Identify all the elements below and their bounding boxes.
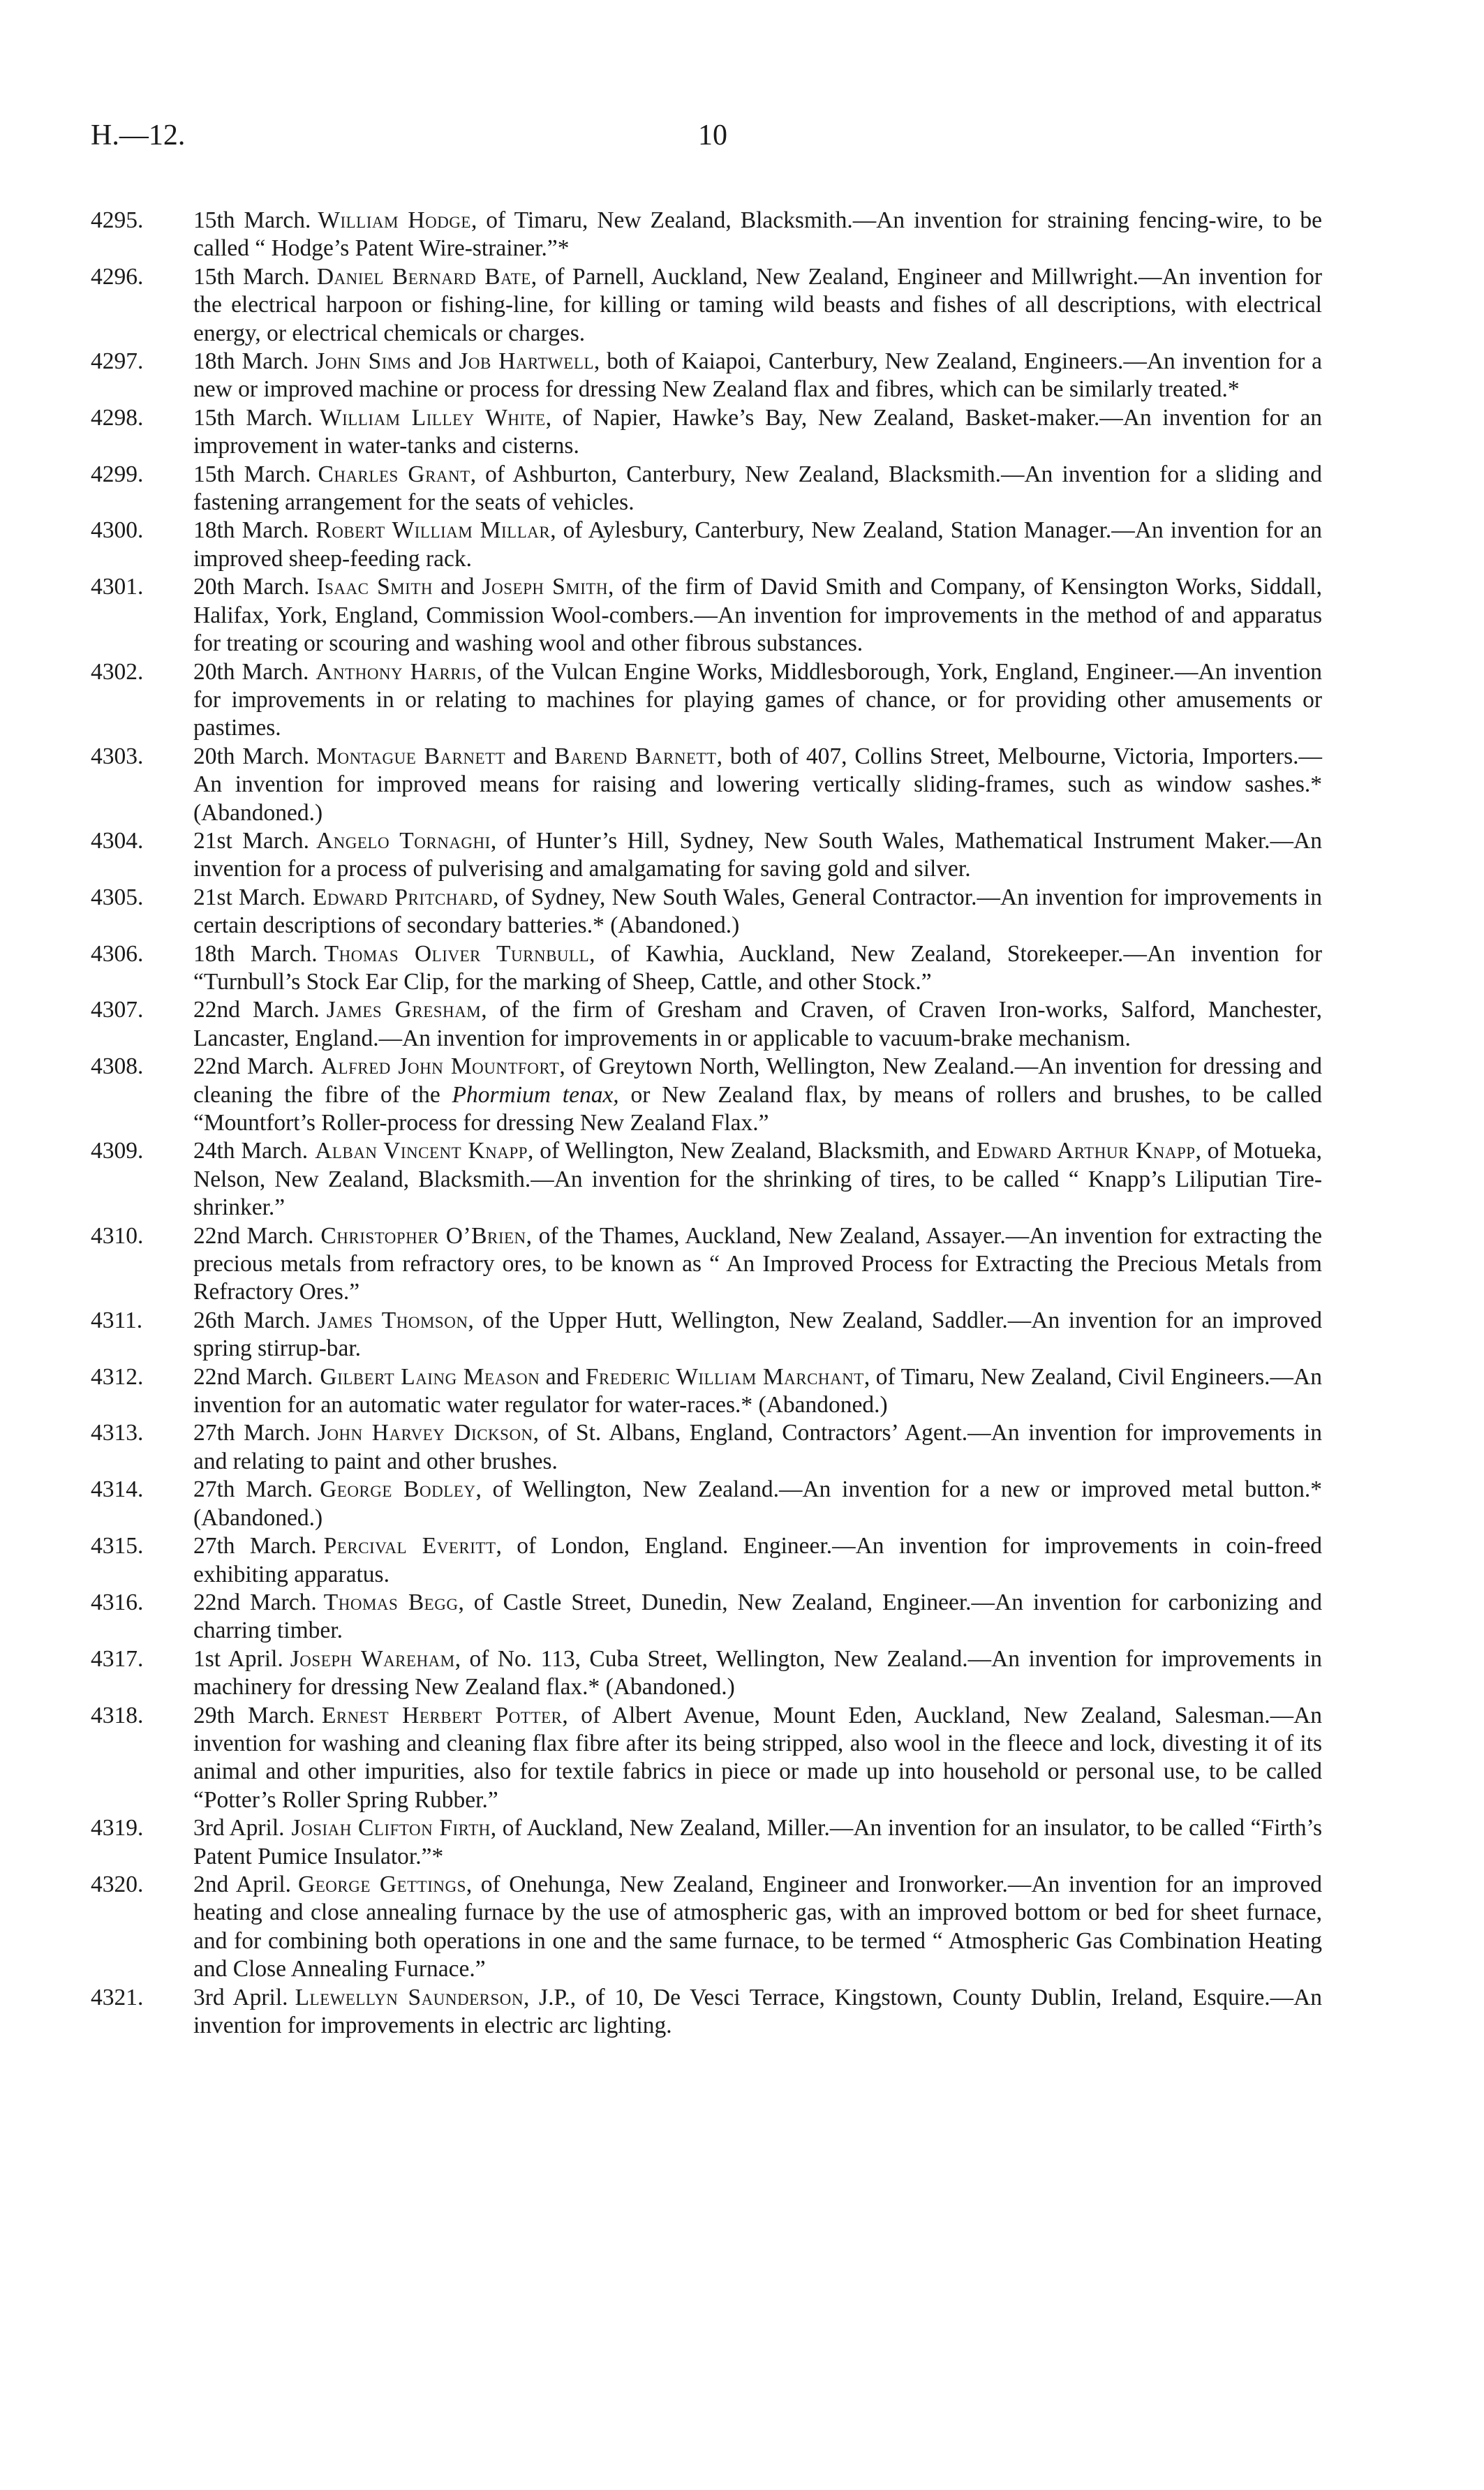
entry-text: , of Hunter’s Hill, Sydney, New South Wales, Mathematical Instrument Maker.—An invention for a process of pulverising and amalgamating for saving gold and silver. (193, 827, 1322, 882)
entry-number: 4321. (91, 1984, 144, 2010)
entry-date: 2nd April. (193, 1871, 292, 1897)
patent-entry (91, 996, 1322, 1053)
patent-entry (91, 743, 1322, 827)
applicant-name: Edward Pritchard (312, 884, 494, 910)
entry-text: , of Sydney, New South Wales, General Contractor.—An invention for improvements in certain descriptions of secondary batteries.* (Abandoned.) (193, 884, 1322, 939)
entry-date: 18th March. (193, 517, 309, 544)
page-number: 10 (698, 119, 727, 151)
entry-date: 20th March. (193, 574, 310, 600)
entry-number: 4312. (91, 1363, 144, 1390)
entry-number: 4316. (91, 1589, 144, 1615)
patent-entry (91, 1476, 1322, 1532)
patent-entry-list (91, 207, 1322, 2040)
entry-number: 4315. (91, 1533, 144, 1559)
applicant-name: George Gettings (298, 1871, 466, 1897)
entry-date: 20th March. (193, 658, 309, 685)
applicant-name: James Thomson (317, 1307, 468, 1333)
entry-number: 4302. (91, 658, 144, 685)
applicant-name: Thomas Begg (323, 1589, 459, 1615)
entry-date: 29th March. (193, 1702, 315, 1728)
entry-date: 22nd March. (193, 1053, 314, 1080)
entry-number: 4308. (91, 1053, 144, 1080)
entry-date: 15th March. (193, 404, 313, 431)
entry-number: 4301. (91, 574, 144, 600)
entry-number: 4313. (91, 1420, 144, 1446)
entry-number: 4318. (91, 1702, 144, 1728)
entry-number: 4299. (91, 461, 144, 487)
patent-entry (91, 348, 1322, 404)
patent-entry (91, 1645, 1322, 1702)
entry-text: , of Kawhia, Auckland, New Zealand, Storekeeper.—An invention for “Turnbull’s Stock Ear Clip, for the marking of Sheep, Cattle, and other Stock.” (193, 940, 1323, 995)
entry-text: , of London, England. Engineer.—An invention for improvements in coin-freed exhibiting apparatus. (193, 1533, 1322, 1587)
applicant-name: Charles Grant (318, 461, 470, 487)
applicant-name: Josiah Clifton Firth (291, 1815, 491, 1841)
patent-entry (91, 207, 1322, 263)
entry-date: 22nd March. (193, 1589, 317, 1615)
entry-text: , of Timaru, New Zealand, Civil Engineers.—An invention for an automatic water regulator for water-races.* (Abandoned.) (193, 1363, 1322, 1418)
italic-term: Phormium tenax, (452, 1081, 619, 1108)
entry-number: 4295. (91, 207, 144, 233)
patent-entry (91, 1307, 1322, 1363)
entry-number: 4309. (91, 1138, 144, 1164)
patent-entry (91, 1702, 1322, 1815)
patent-entry (91, 827, 1322, 884)
entry-date: 15th March. (193, 461, 311, 487)
entry-date: 22nd March. (193, 1363, 313, 1390)
entry-text: and (411, 348, 459, 375)
entry-date: 27th March. (193, 1533, 317, 1559)
applicant-name: Christopher O’Brien (320, 1222, 526, 1249)
entry-number: 4320. (91, 1871, 144, 1897)
entry-date: 3rd April. (193, 1815, 285, 1841)
entry-text: , of Castle Street, Dunedin, New Zealand, Engineer.—An invention for carbonizing and charring timber. (193, 1589, 1323, 1644)
entry-text: , of Wellington, New Zealand, Blacksmith, and (528, 1138, 977, 1164)
entry-number: 4311. (91, 1307, 143, 1333)
entry-number: 4300. (91, 517, 144, 544)
applicant-name: John Harvey Dickson (317, 1420, 533, 1446)
entry-text: and (540, 1363, 586, 1390)
patent-entry (91, 1053, 1322, 1137)
applicant-name: Barend Barnett (554, 743, 717, 769)
entry-text: , of the Vulcan Engine Works, Middlesborough, York, England, Engineer.—An invention for improvements in or relating to machines for playing games of chance, or for providing other amusements or pastimes. (193, 658, 1322, 741)
entry-date: 22nd March. (193, 997, 320, 1023)
applicant-name: Thomas Oliver Turnbull (324, 940, 590, 967)
patent-entry (91, 1419, 1322, 1476)
entry-date: 20th March. (193, 743, 310, 769)
applicant-name: Alban Vincent Knapp (315, 1138, 528, 1164)
applicant-name: William Hodge (318, 207, 471, 233)
patent-entry (91, 1137, 1322, 1222)
applicant-name: Isaac Smith (316, 574, 433, 600)
entry-date: 27th March. (193, 1476, 313, 1503)
entry-date: 21st March. (193, 884, 306, 910)
applicant-name: Ernest Herbert Potter (321, 1702, 563, 1728)
patent-entry (91, 263, 1322, 348)
entry-date: 22nd March. (193, 1222, 314, 1249)
entry-date: 15th March. (193, 207, 311, 233)
entry-text: , of the firm of David Smith and Company, of Kensington Works, Siddall, Halifax, York, England, Commission Wool-combers.—An invention for improvements in the method of and apparatus for treating or scouring and washing wool and other fibrous substances. (193, 574, 1322, 657)
patent-entry (91, 1532, 1322, 1589)
applicant-name: Montague Barnett (316, 743, 506, 769)
applicant-name: Edward Arthur Knapp (976, 1138, 1196, 1164)
page-header (91, 119, 1322, 186)
applicant-name: James Gresham (326, 997, 482, 1023)
entry-text: , of Parnell, Auckland, New Zealand, Engineer and Millwright.—An invention for the electrical harpoon or fishing-line, for killing or taming wild beasts and fishes of all descriptions, with electrical energy, or electrical chemicals or charges. (193, 263, 1322, 346)
entry-date: 24th March. (193, 1138, 309, 1164)
entry-text: , both of Kaiapoi, Canterbury, New Zealand, Engineers.—An invention for a new or improved machine or process for dressing New Zealand flax and fibres, which can be similarly treated.* (193, 348, 1323, 403)
entry-text: , of St. Albans, England, Contractors’ Agent.—An invention for improvements in and relating to paint and other brushes. (193, 1420, 1322, 1474)
patent-entry (91, 461, 1322, 517)
entry-number: 4298. (91, 404, 144, 431)
entry-number: 4310. (91, 1222, 144, 1249)
applicant-name: Joseph Smith (482, 574, 609, 600)
patent-entry (91, 1814, 1322, 1871)
applicant-name: Daniel Bernard Bate (316, 263, 531, 290)
entry-number: 4305. (91, 884, 144, 910)
applicant-name: Anthony Harris (316, 658, 477, 685)
entry-date: 1st April. (193, 1645, 283, 1672)
entry-number: 4304. (91, 827, 144, 854)
patent-entry (91, 940, 1322, 997)
patent-entry (91, 404, 1322, 461)
entry-text: , of Auckland, New Zealand, Miller.—An invention for an insulator, to be called “Firth’s Patent Pumice Insulator.”* (193, 1815, 1322, 1869)
entry-date: 26th March. (193, 1307, 311, 1333)
entry-text: , of Albert Avenue, Mount Eden, Auckland, New Zealand, Salesman.—An invention for washing and cleaning flax fibre after its being stripped, also wool in the fleece and lock, divesting it of its animal and other impurities, also for textile fabrics in piece or made up into household or personal use, to be called “Potter’s Roller Spring Rubber.” (193, 1702, 1323, 1813)
entry-text: , of Timaru, New Zealand, Blacksmith.—An invention for straining fencing-wire, to be called “ Hodge’s Patent Wire-strainer.”* (193, 207, 1322, 262)
entry-text: , of the Thames, Auckland, New Zealand, Assayer.—An invention for extracting the precious metals from refractory ores, to be known as “ An Improved Process for Extracting the Precious Metals from Refractory Ores.” (193, 1222, 1322, 1305)
entry-number: 4307. (91, 997, 144, 1023)
entry-text: , of Ashburton, Canterbury, New Zealand, Blacksmith.—An invention for a sliding and fastening arrangement for the seats of vehicles. (193, 461, 1323, 516)
entry-text: , of the firm of Gresham and Craven, of Craven Iron-works, Salford, Manchester, Lancaster, England.—An invention for improvements in or applicable to vacuum-brake mechanism. (193, 997, 1322, 1051)
patent-entry (91, 658, 1322, 743)
entry-text: , of Greytown North, Wellington, New Zealand.—An invention for dressing and cleaning the fibre of the (193, 1053, 1322, 1108)
patent-entry (91, 1984, 1322, 2040)
applicant-name: Job Hartwell (459, 348, 594, 375)
entry-number: 4297. (91, 348, 144, 375)
entry-date: 18th March. (193, 940, 318, 967)
patent-entry (91, 573, 1322, 658)
entry-text: , of the Upper Hutt, Wellington, New Zealand, Saddler.—An invention for an improved spring stirrup-bar. (193, 1307, 1322, 1362)
entry-text: , J.P., of 10, De Vesci Terrace, Kingstown, County Dublin, Ireland, Esquire.—An invention for improvements in electric arc lighting. (193, 1984, 1323, 2038)
patent-entry (91, 517, 1322, 573)
applicant-name: Robert William Millar (316, 517, 551, 544)
applicant-name: Gilbert Laing Meason (320, 1363, 540, 1390)
patent-entry (91, 1222, 1322, 1307)
entry-date: 21st March. (193, 827, 309, 854)
entry-number: 4296. (91, 263, 144, 290)
entry-text: , of Wellington, New Zealand.—An invention for a new or improved metal button.* (Abandoned.) (193, 1476, 1323, 1531)
entry-date: 27th March. (193, 1420, 311, 1446)
patent-entry (91, 884, 1322, 940)
entry-date: 18th March. (193, 348, 309, 375)
applicant-name: Angelo Tornaghi (316, 827, 491, 854)
patent-entry (91, 1871, 1322, 1984)
applicant-name: Percival Everitt (323, 1533, 496, 1559)
entry-number: 4314. (91, 1476, 144, 1503)
document-reference: H.—12. (91, 119, 186, 151)
patent-entry (91, 1363, 1322, 1420)
entry-number: 4303. (91, 743, 144, 769)
entry-text: , of No. 113, Cuba Street, Wellington, New Zealand.—An invention for improvements in machinery for dressing New Zealand flax.* (Abandoned.) (193, 1645, 1322, 1700)
entry-text: , of Napier, Hawke’s Bay, New Zealand, Basket-maker.—An invention for an improvement in water-tanks and cisterns. (193, 404, 1322, 459)
entry-number: 4306. (91, 940, 144, 967)
entry-number: 4317. (91, 1645, 144, 1672)
applicant-name: William Lilley White (320, 404, 546, 431)
applicant-name: George Bodley (320, 1476, 476, 1503)
entry-text: , of Aylesbury, Canterbury, New Zealand, Station Manager.—An invention for an improved sheep-feeding rack. (193, 517, 1322, 572)
entry-text: , of Onehunga, New Zealand, Engineer and Ironworker.—An invention for an improved heating and close annealing furnace by the use of atmospheric gas, with an improved bottom or bed for sheet furnace, and for combining both operations in one and the same furnace, to be termed “ Atmospheric Gas Combination Heating and Close Annealing Furnace.” (193, 1871, 1322, 1983)
applicant-name: Joseph Wareham (290, 1645, 455, 1672)
applicant-name: John Sims (316, 348, 412, 375)
entry-text: and (433, 574, 482, 600)
entry-text: and (505, 743, 555, 769)
entry-date: 3rd April. (193, 1984, 288, 2010)
applicant-name: Alfred John Mountfort (320, 1053, 560, 1080)
entry-date: 15th March. (193, 263, 310, 290)
entry-text: , of Motueka, Nelson, New Zealand, Blacksmith.—An invention for the shrinking of tires, to be called “ Knapp’s Liliputian Tire-shrinker.” (193, 1138, 1322, 1221)
applicant-name: Frederic William Marchant (585, 1363, 864, 1390)
patent-entry (91, 1589, 1322, 1645)
entry-text: , both of 407, Collins Street, Melbourne, Victoria, Importers.—An invention for improved means for raising and lowering vertically sliding-frames, such as window sashes.* (Abandoned.) (193, 743, 1322, 826)
entry-text: or New Zealand flax, by means of rollers and brushes, to be called “Mountfort’s Roller-process for dressing New Zealand Flax.” (193, 1081, 1322, 1136)
applicant-name: Llewellyn Saunderson (295, 1984, 524, 2010)
entry-number: 4319. (91, 1815, 144, 1841)
